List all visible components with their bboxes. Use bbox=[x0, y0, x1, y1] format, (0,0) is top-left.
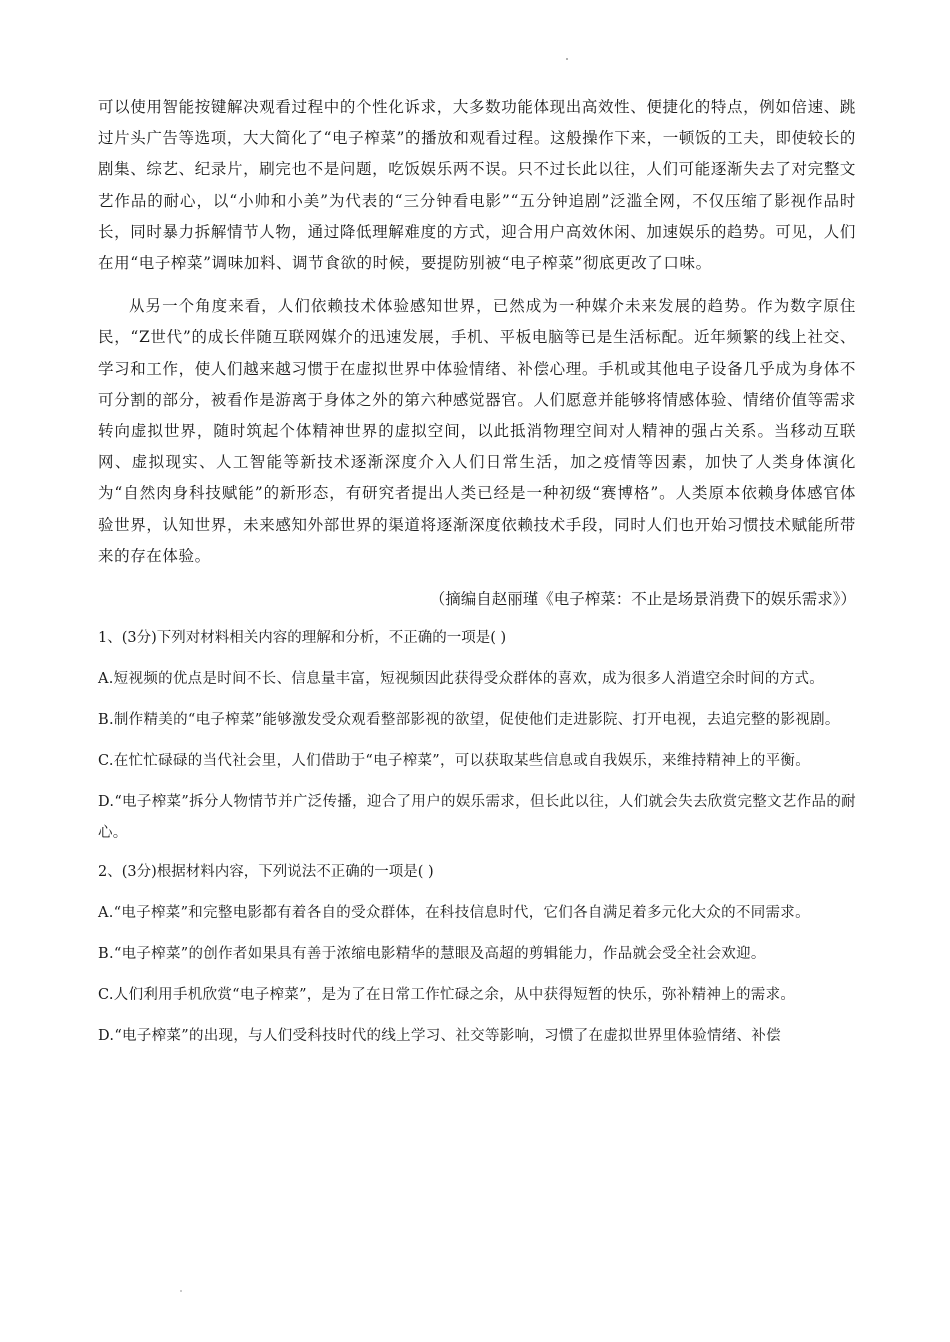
question-1-option-c: C.在忙忙碌碌的当代社会里，人们借助于“电子榨菜”，可以获取某些信息或自我娱乐，来维持精神上的平衡。 bbox=[98, 753, 811, 770]
document-page bbox=[98, 92, 856, 1052]
scan-dot bbox=[566, 58, 568, 60]
passage-source: （摘编自赵丽瑾《电子榨菜：不止是场景消费下的娱乐需求》） bbox=[429, 590, 856, 609]
question-1-option-a: A.短视频的优点是时间不长、信息量丰富，短视频因此获得受众群体的喜欢，成为很多人消遣空余时间的方式。 bbox=[98, 671, 825, 688]
question-1-stem: 1、(3分)下列对材料相关内容的理解和分析，不正确的一项是( ) bbox=[98, 630, 507, 647]
question-1 bbox=[98, 623, 856, 849]
question-1-option-d: D.“电子榨菜”拆分人物情节并广泛传播，迎合了用户的娱乐需求，但长此以往，人们就会失去欣赏完整文艺作品的耐心。 bbox=[98, 794, 856, 842]
question-2-option-c: C.人们利用手机欣赏“电子榨菜”，是为了在日常工作忙碌之余，从中获得短暂的快乐，弥补精神上的需求。 bbox=[98, 987, 796, 1004]
scan-dot-bottom bbox=[180, 1290, 182, 1292]
question-2-option-d: D.“电子榨菜”的出现，与人们受科技时代的线上学习、社交等影响，习惯了在虚拟世界里体验情绪、补偿 bbox=[98, 1028, 781, 1045]
question-2-stem: 2、(3分)根据材料内容，下列说法不正确的一项是( ) bbox=[98, 864, 434, 881]
question-2 bbox=[98, 857, 856, 1052]
question-2-option-b: B.“电子榨菜”的创作者如果具有善于浓缩电影精华的慧眼及高超的剪辑能力，作品就会受全社会欢迎。 bbox=[98, 946, 766, 963]
passage-paragraph-1: 可以使用智能按键解决观看过程中的个性化诉求，大多数功能体现出高效性、便捷化的特点，例如倍速、跳过片头广告等选项，大大简化了“电子榨菜”的播放和观看过程。这般操作下来，一顿饭的工夫，即使较长的剧集、综艺、纪录片，刷完也不是问题，吃饭娱乐两不误。只不过长此以往，人们可能逐渐失去了对完整文艺作品的耐心，以“小帅和小美”为代表的“三分钟看电影”“五分钟追剧”泛滥全网，不仅压缩了影视作品时长，同时暴力拆解情节人物，通过降低理解难度的方式，迎合用户高效休闲、加速娱乐的趋势。可见，人们在用“电子榨菜”调味加料、调节食欲的时候，要提防别被“电子榨菜”彻底更改了口味。 bbox=[98, 98, 856, 273]
passage-paragraph-2: 从另一个角度来看，人们依赖技术体验感知世界，已然成为一种媒介未来发展的趋势。作为数字原住民，“Z世代”的成长伴随互联网媒介的迅速发展，手机、平板电脑等已是生活标配。近年频繁的线上社交、学习和工作，使人们越来越习惯于在虚拟世界中体验情绪、补偿心理。手机或其他电子设备几乎成为身体不可分割的部分，被看作是游离于身体之外的第六种感觉器官。人们愿意并能够将情感体验、情绪价值等需求转向虚拟世界，随时筑起个体精神世界的虚拟空间，以此抵消物理空间对人精神的强占关系。当移动互联网、虚拟现实、人工智能等新技术逐渐深度介入人们日常生活，加之疫情等因素，加快了人类身体演化为“自然肉身科技赋能”的新形态，有研究者提出人类已经是一种初级“赛博格”。人类原本依赖身体感官体验世界，认知世界，未来感知外部世界的渠道将逐渐深度依赖技术手段，同时人们也开始习惯技术赋能所带来的存在体验。 bbox=[98, 297, 856, 565]
question-2-option-a: A.“电子榨菜”和完整电影都有着各自的受众群体，在科技信息时代，它们各自满足着多元化大众的不同需求。 bbox=[98, 905, 810, 922]
question-1-option-b: B.制作精美的“电子榨菜”能够激发受众观看整部影视的欲望，促使他们走进影院、打开电视，去追完整的影视剧。 bbox=[98, 712, 840, 729]
